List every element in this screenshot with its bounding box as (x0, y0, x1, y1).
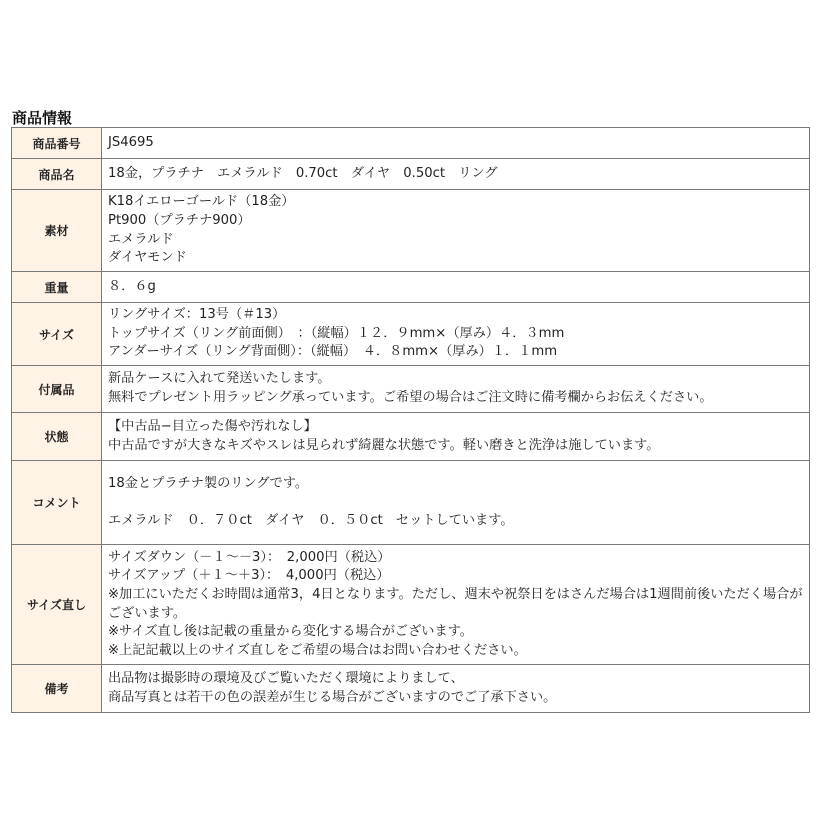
value-weight (102, 272, 810, 303)
value-product-name (102, 159, 810, 190)
remarks-line: 出品物は撮影時の環境及びご覧いただく環境によりまして、 (108, 670, 464, 686)
accessories-line: 無料でプレゼント用ラッピング承っています。ご希望の場合はご注文時に備考欄からお伝えください。 (108, 390, 713, 405)
row-accessories (12, 366, 810, 413)
value-material (102, 190, 810, 272)
product-name-text: 18金，プラチナ エメラルド 0.70ct ダイヤ 0.50ct リング (108, 165, 498, 181)
resize-line: ※サイズ直し後は記載の重量から変化する場合がございます。 (108, 624, 473, 640)
value-condition (102, 413, 810, 461)
label-material: 素材 (12, 190, 102, 272)
product-number-text: JS4695 (108, 134, 154, 150)
resize-line (108, 586, 803, 623)
material-line: ダイヤモンド (108, 250, 187, 266)
size-line: トップサイズ（リング前面側） ：（縦幅）１２．９mm×（厚み）４．３mm (108, 325, 565, 341)
label-remarks: 備考 (12, 665, 102, 713)
accessories-line: 新品ケースに入れて発送いたします。 (108, 371, 331, 387)
material-line: K18イエローゴールド（18金） (108, 194, 295, 210)
comment-spacer (108, 493, 803, 512)
label-size: サイズ (12, 303, 102, 366)
value-size (102, 303, 810, 366)
label-comment: コメント (12, 461, 102, 545)
condition-line: 【中古品−目立った傷や汚れなし】 (108, 418, 317, 434)
row-product-name (12, 159, 810, 190)
label-weight: 重量 (12, 272, 102, 303)
product-info-table (11, 127, 810, 713)
label-accessories: 付属品 (12, 366, 102, 413)
resize-line: サイズダウン（－１～－3）： 2,000円（税込） (108, 549, 391, 565)
label-resize: サイズ直し (12, 545, 102, 665)
comment-line: 18金とプラチナ製のリングです。 (108, 475, 309, 491)
row-weight (12, 272, 810, 303)
resize-note-text: ※加工にいただくお時間は通常3，4日となります。ただし、週末や祝祭日をはさんだ場合は1週間前後いただく場合がございます。 (108, 586, 803, 621)
size-line: アンダーサイズ（リング背面側）：（縦幅） ４．８mm×（厚み）１．１mm (108, 344, 558, 360)
comment-line: エメラルド ０．７０ct ダイヤ ０．５０ct セットしています。 (108, 512, 514, 528)
resize-line: ※上記記載以上のサイズ直しをご希望の場合はお問い合わせください。 (108, 642, 527, 658)
row-condition (12, 413, 810, 461)
weight-text: ８．６g (108, 278, 156, 294)
row-product-number (12, 128, 810, 159)
material-line: Pt900（プラチナ900） (108, 212, 251, 228)
value-accessories (102, 366, 810, 413)
value-product-number (102, 128, 810, 159)
row-resize (12, 545, 810, 665)
remarks-line: 商品写真とは若干の色の誤差が生じる場合がございますのでご了承下さい。 (108, 689, 557, 705)
resize-line: サイズアップ（＋１～＋3）： 4,000円（税込） (108, 568, 390, 584)
value-remarks (102, 665, 810, 713)
material-line: エメラルド (108, 231, 174, 247)
value-resize (102, 545, 810, 665)
row-comment (12, 461, 810, 545)
label-product-number: 商品番号 (12, 128, 102, 159)
value-comment (102, 461, 810, 545)
size-line: リングサイズ：13号（＃13） (108, 307, 286, 323)
label-condition: 状態 (12, 413, 102, 461)
row-material (12, 190, 810, 272)
row-remarks (12, 665, 810, 713)
section-title: 商品情報 (12, 109, 73, 127)
condition-line: 中古品ですが大きなキズやスレは見られず綺麗な状態です。軽い磨きと洗浄は施しています。 (108, 437, 660, 453)
row-size (12, 303, 810, 366)
label-product-name: 商品名 (12, 159, 102, 190)
